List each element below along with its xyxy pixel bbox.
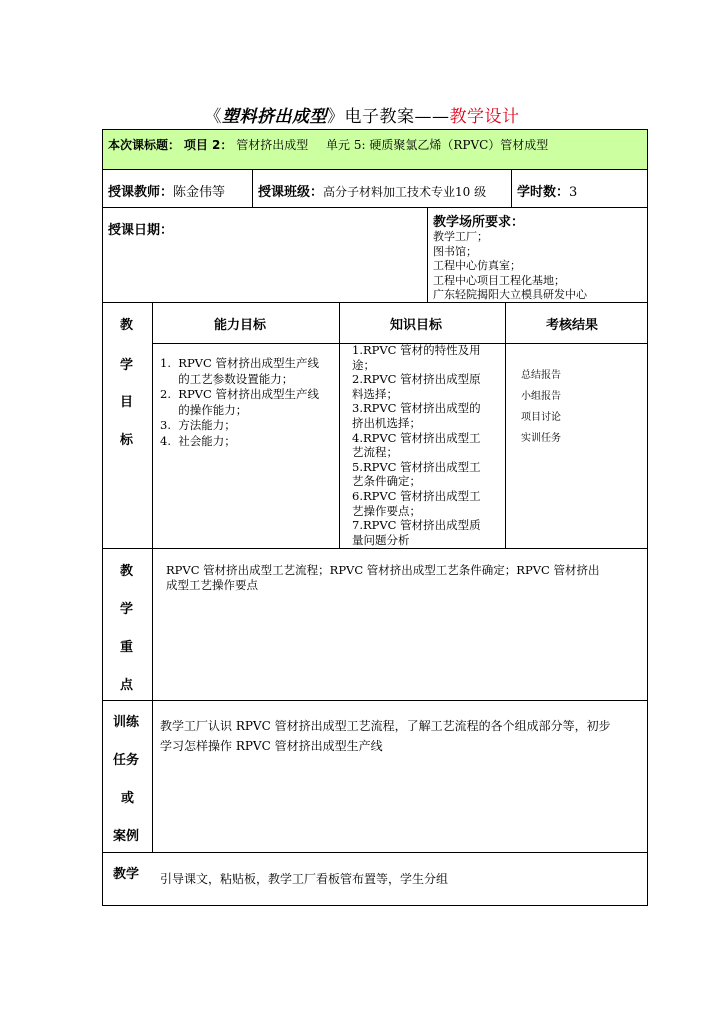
place-list: [433, 230, 587, 303]
col-divider: [252, 169, 253, 207]
document-title: [0, 102, 724, 127]
hours-value: 3: [569, 185, 578, 200]
knowledge-item: 量问题分析: [352, 532, 410, 547]
class-label: 授课班级：: [258, 185, 324, 200]
assess-item: 总结报告: [521, 370, 561, 381]
training-side-label: 训练: [113, 715, 140, 730]
training-line: 学习怎样操作 RPVC 管材挤出成型生产线: [160, 739, 383, 753]
objectives-side-char: 教: [120, 318, 134, 333]
teacher-label: 授课教师：: [108, 185, 174, 200]
training-side-label: [113, 749, 139, 768]
knowledge-item: 7.RPVC 管材挤出成型质: [352, 518, 481, 533]
col-divider: [152, 302, 153, 852]
place-item: 教学工厂；: [433, 230, 488, 243]
knowledge-item: 料选择；: [352, 386, 398, 401]
training-side-label: 案例: [113, 829, 140, 844]
ability-item: 的工艺参数设置能力；: [160, 371, 294, 386]
project-label: 项目 2：: [183, 138, 233, 152]
ability-item: 的操作能力；: [160, 402, 248, 417]
class-cell: [258, 181, 486, 200]
knowledge-header: 知识目标: [390, 318, 443, 333]
col-divider: [511, 169, 512, 207]
knowledge-item: 3.RPVC 管材挤出成型的: [352, 401, 481, 416]
place-item: 广东轻院揭阳大立模具研发中心: [433, 288, 587, 302]
objectives-side-char: 目: [120, 395, 134, 410]
keypoints-side-char: 点: [120, 678, 134, 693]
training-text: [160, 716, 611, 756]
lesson-title-line: [108, 136, 548, 153]
knowledge-item: 1.RPVC 管材的特性及用: [352, 343, 481, 357]
knowledge-item: 途；: [352, 357, 375, 372]
class-name: 高分子材料加工技术专业10 级: [323, 185, 487, 199]
knowledge-list: [352, 343, 481, 547]
training-side-label: 或: [121, 791, 135, 806]
knowledge-item: 艺流程；: [352, 445, 398, 460]
place-item: 图书馆；: [433, 244, 477, 258]
row-divider: [102, 852, 648, 853]
place-item: 工程中心仿真室；: [433, 259, 521, 273]
teaching-text: 引导课文，粘贴板，教学工厂看板管布置等，学生分组: [160, 872, 449, 886]
training-side-text: 任务: [113, 753, 140, 768]
col-divider: [339, 302, 340, 548]
teacher-cell: [108, 181, 225, 200]
assess-header: 考核结果: [546, 318, 599, 333]
assess-list: [521, 365, 561, 449]
keypoints-side-char: 重: [120, 640, 134, 655]
unit-name: 单元 5: 硬质聚氯乙烯（RPVC）管材成型: [326, 138, 549, 152]
teaching-side-label: 教学: [113, 867, 140, 882]
date-label: 授课日期：: [108, 223, 174, 238]
knowledge-item: 艺操作要点；: [352, 503, 421, 518]
knowledge-item: 艺条件确定；: [352, 474, 421, 489]
title-suffix: 》电子教案——: [327, 107, 450, 127]
knowledge-item: 2.RPVC 管材挤出成型原: [352, 372, 481, 387]
place-label: 教学场所要求：: [433, 215, 525, 230]
assess-item: 项目讨论: [521, 412, 561, 423]
ability-item: 1. RPVC 管材挤出成型生产线: [160, 356, 319, 370]
col-divider: [427, 207, 428, 302]
ability-header: 能力目标: [214, 318, 267, 333]
row-divider: [102, 700, 648, 701]
keypoints-text: [166, 563, 599, 593]
knowledge-item: 挤出机选择；: [352, 415, 421, 430]
title-red-text: 教学设计: [449, 107, 520, 127]
knowledge-item: 4.RPVC 管材挤出成型工: [352, 430, 481, 445]
title-prefix: 《: [204, 107, 222, 127]
title-book-name: 塑料挤出成型: [222, 107, 327, 127]
objectives-side-char: 学: [120, 358, 134, 373]
row-divider: [102, 169, 648, 170]
row-divider: [102, 548, 648, 549]
keypoints-side-char: 教: [120, 564, 134, 579]
knowledge-item: 6.RPVC 管材挤出成型工: [352, 488, 481, 503]
place-item: 工程中心项目工程化基地；: [433, 273, 565, 287]
ability-item: 3. 方法能力；: [160, 418, 236, 432]
hours-label: 学时数：: [517, 185, 570, 200]
assess-item: 小组报告: [521, 391, 561, 402]
row-divider: [102, 207, 648, 208]
project-name: 管材挤出成型: [236, 138, 309, 152]
teacher-name: 陈金伟等: [173, 185, 226, 200]
ability-list: [160, 356, 319, 449]
training-line: 教学工厂认识 RPVC 管材挤出成型工艺流程，了解工艺流程的各个组成部分等，初步: [160, 719, 611, 733]
objectives-side-char: 标: [120, 433, 134, 448]
knowledge-item: 5.RPVC 管材挤出成型工: [352, 459, 481, 474]
hours-cell: [517, 181, 577, 200]
keypoints-line: RPVC 管材挤出成型工艺流程；RPVC 管材挤出成型工艺条件确定；RPVC 管材挤出: [166, 563, 600, 577]
assess-item: 实训任务: [521, 433, 561, 444]
ability-item: 2. RPVC 管材挤出成型生产线: [160, 387, 319, 401]
lesson-title-label: 本次课标题：: [108, 138, 181, 152]
keypoints-line: 成型工艺操作要点: [166, 578, 258, 592]
ability-item: 4. 社会能力；: [160, 433, 236, 448]
keypoints-side-char: 学: [120, 602, 134, 617]
col-divider: [505, 302, 506, 548]
